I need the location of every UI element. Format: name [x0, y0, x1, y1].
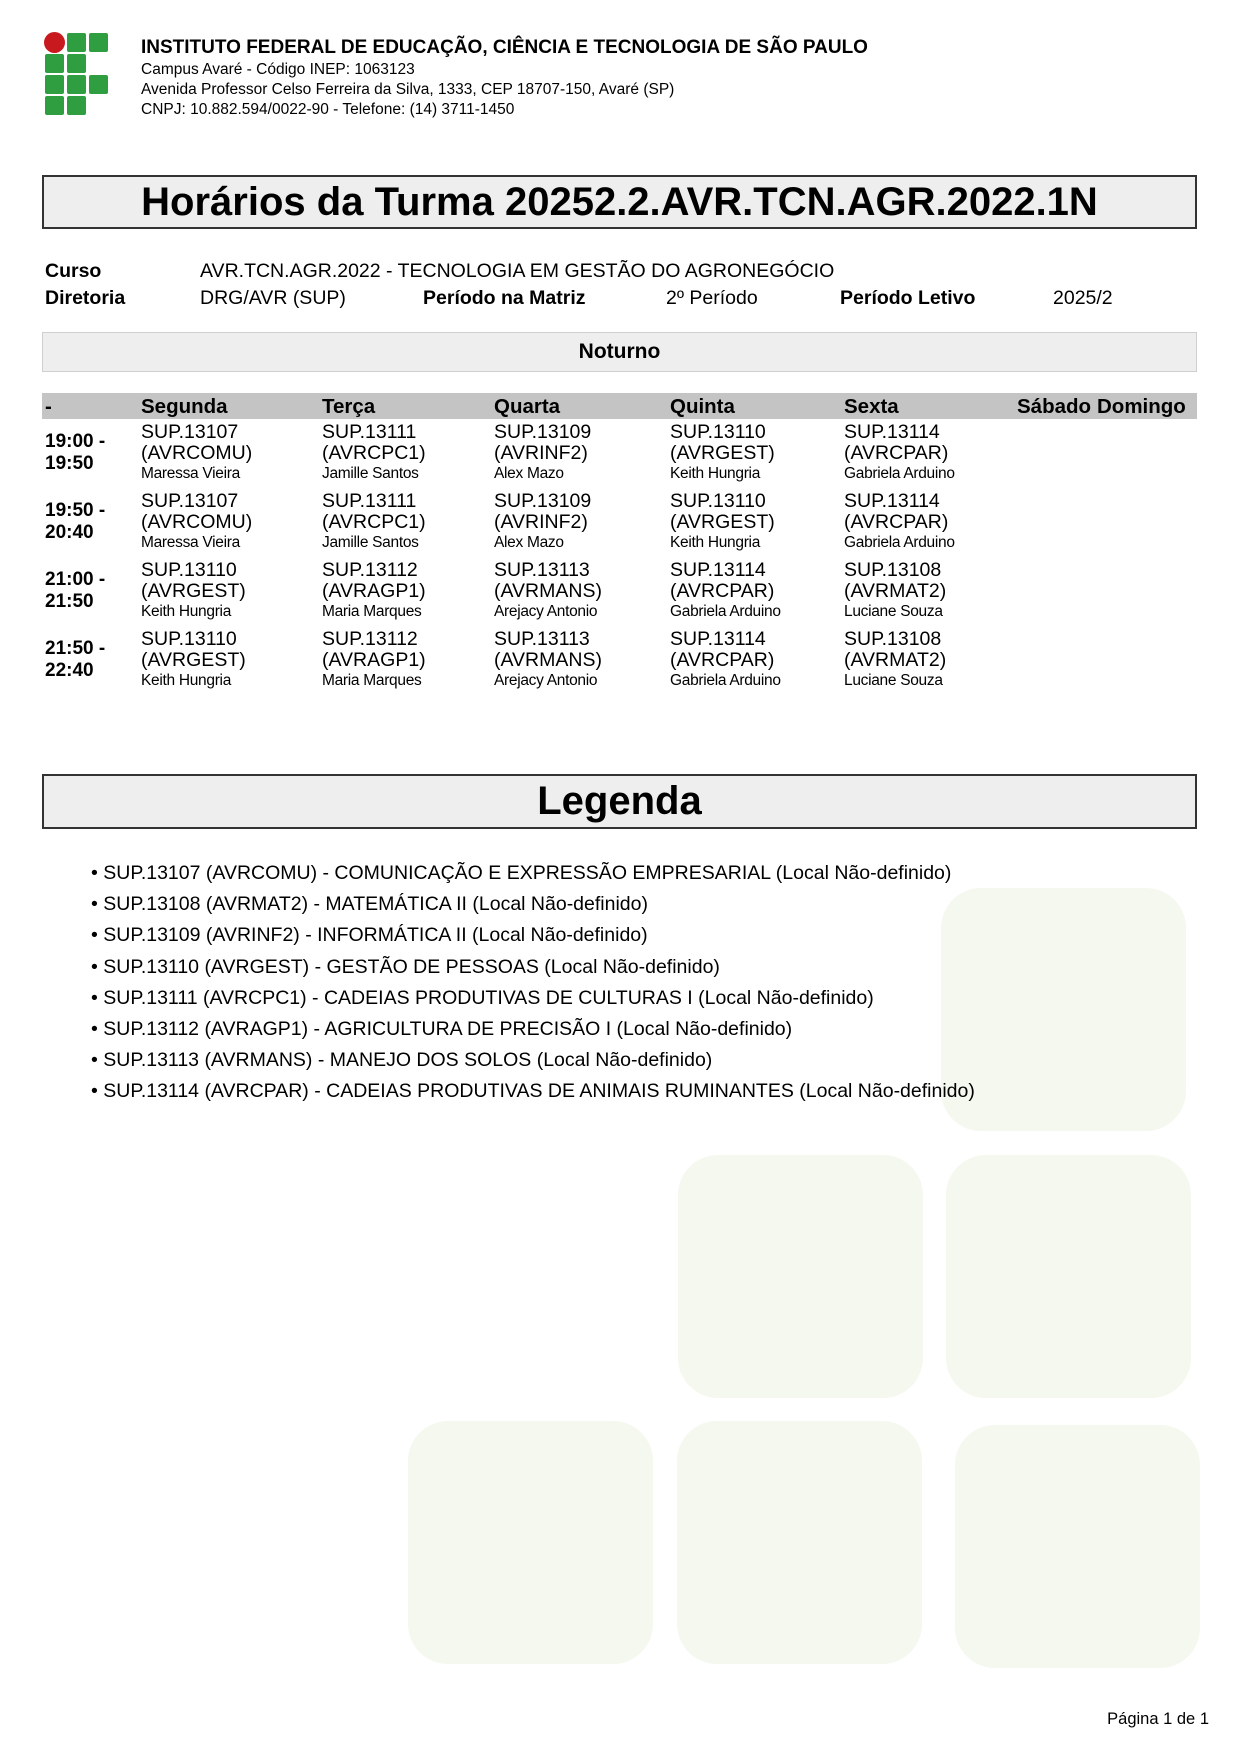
- schedule-cell: [670, 491, 775, 552]
- schedule-cell: [322, 629, 426, 690]
- legend-item: • SUP.13108 (AVRMAT2) - MATEMÁTICA II (Local Não-definido): [91, 893, 648, 916]
- subject-abbr: (AVRMANS): [494, 649, 602, 671]
- periodo-matriz-value: 2º Período: [666, 287, 758, 309]
- subject-abbr: (AVRMAT2): [844, 580, 947, 602]
- header-quinta: Quinta: [670, 395, 735, 418]
- subject-code: SUP.13111: [322, 421, 417, 443]
- time-end: 20:40: [45, 522, 94, 543]
- time-slot: [45, 431, 105, 475]
- subject-abbr: (AVRGEST): [670, 511, 775, 533]
- subject-abbr: (AVRCPC1): [322, 442, 426, 464]
- header-sexta: Sexta: [844, 395, 899, 418]
- professor-name: Gabriela Arduino: [670, 603, 781, 620]
- header-time: -: [45, 395, 52, 418]
- schedule-cell: [141, 629, 246, 690]
- logo-square: [67, 54, 86, 73]
- subject-code: SUP.13109: [494, 421, 592, 443]
- subject-abbr: (AVRINF2): [494, 442, 588, 464]
- logo-square: [67, 96, 86, 115]
- legend-item: • SUP.13109 (AVRINF2) - INFORMÁTICA II (Local Não-definido): [91, 924, 648, 947]
- campus-line: Campus Avaré - Código INEP: 1063123: [141, 61, 415, 78]
- professor-name: Keith Hungria: [670, 534, 761, 551]
- professor-name: Gabriela Arduino: [844, 465, 955, 482]
- header-terca: Terça: [322, 395, 376, 418]
- schedule-cell: [322, 560, 426, 621]
- schedule-cell: [844, 629, 946, 690]
- professor-name: Gabriela Arduino: [844, 534, 955, 551]
- subject-code: SUP.13114: [844, 490, 940, 512]
- schedule-cell: [141, 491, 252, 552]
- logo-square: [67, 33, 86, 52]
- subject-abbr: (AVRCOMU): [141, 442, 253, 464]
- contact-line: CNPJ: 10.882.594/0022-90 - Telefone: (14) 3711-1450: [141, 101, 515, 118]
- schedule-cell: [494, 629, 602, 690]
- professor-name: Keith Hungria: [670, 465, 761, 482]
- logo-square: [89, 75, 108, 94]
- schedule-cell: [670, 560, 781, 621]
- legend-title: Legenda: [42, 774, 1197, 829]
- subject-abbr: (AVRCPAR): [844, 442, 949, 464]
- diretoria-label: Diretoria: [45, 287, 126, 309]
- subject-code: SUP.13111: [322, 490, 417, 512]
- professor-name: Jamille Santos: [322, 534, 419, 551]
- subject-abbr: (AVRMAT2): [844, 649, 947, 671]
- subject-code: SUP.13110: [141, 628, 237, 650]
- subject-abbr: (AVRGEST): [141, 580, 246, 602]
- logo-square: [45, 96, 64, 115]
- legend-item: • SUP.13107 (AVRCOMU) - COMUNICAÇÃO E EXPRESSÃO EMPRESARIAL (Local Não-definido): [91, 862, 952, 884]
- header-domingo: Domingo: [1097, 395, 1186, 418]
- time-slot: [45, 500, 105, 544]
- legend-list: [91, 858, 975, 1108]
- legend-item: • SUP.13114 (AVRCPAR) - CADEIAS PRODUTIVAS DE ANIMAIS RUMINANTES (Local Não-definido): [91, 1080, 975, 1103]
- institution-header: [141, 36, 868, 120]
- diretoria-value: DRG/AVR (SUP): [200, 287, 346, 309]
- subject-code: SUP.13110: [141, 559, 237, 581]
- logo-square: [45, 75, 64, 94]
- subject-code: SUP.13114: [670, 628, 766, 650]
- curso-value: AVR.TCN.AGR.2022 - TECNOLOGIA EM GESTÃO DO AGRONEGÓCIO: [200, 260, 835, 282]
- watermark-square: [677, 1421, 922, 1664]
- logo-dot: [44, 32, 65, 53]
- subject-code: SUP.13108: [844, 559, 942, 581]
- legend-item: • SUP.13113 (AVRMANS) - MANEJO DOS SOLOS (Local Não-definido): [91, 1049, 713, 1072]
- time-slot: [45, 638, 105, 682]
- subject-code: SUP.13107: [141, 490, 239, 512]
- legend-item: • SUP.13110 (AVRGEST) - GESTÃO DE PESSOAS (Local Não-definido): [91, 955, 720, 978]
- subject-abbr: (AVRCPAR): [670, 649, 775, 671]
- schedule-cell: [322, 491, 426, 552]
- subject-abbr: (AVRGEST): [141, 649, 246, 671]
- professor-name: Luciane Souza: [844, 603, 943, 620]
- institution-logo: [44, 32, 110, 116]
- schedule-cell: [322, 422, 426, 483]
- time-end: 22:40: [45, 660, 94, 681]
- subject-abbr: (AVRAGP1): [322, 649, 426, 671]
- schedule-cell: [844, 422, 955, 483]
- shift-header: Noturno: [42, 332, 1197, 372]
- subject-abbr: (AVRCOMU): [141, 511, 253, 533]
- header-quarta: Quarta: [494, 395, 561, 418]
- periodo-letivo-value: 2025/2: [1053, 287, 1113, 309]
- professor-name: Maressa Vieira: [141, 534, 240, 551]
- professor-name: Maria Marques: [322, 603, 422, 620]
- schedule-cell: [494, 560, 602, 621]
- professor-name: Maria Marques: [322, 672, 422, 689]
- watermark-square: [941, 888, 1186, 1131]
- professor-name: Jamille Santos: [322, 465, 419, 482]
- watermark-square: [955, 1425, 1200, 1668]
- curso-label: Curso: [45, 260, 102, 282]
- subject-code: SUP.13110: [670, 490, 766, 512]
- subject-code: SUP.13108: [844, 628, 942, 650]
- professor-name: Gabriela Arduino: [670, 672, 781, 689]
- institution-name: INSTITUTO FEDERAL DE EDUCAÇÃO, CIÊNCIA E TECNOLOGIA DE SÃO PAULO: [141, 37, 868, 58]
- logo-square: [67, 75, 86, 94]
- professor-name: Arejacy Antonio: [494, 603, 598, 620]
- subject-code: SUP.13114: [844, 421, 940, 443]
- watermark-square: [408, 1421, 653, 1664]
- schedule-cell: [844, 560, 946, 621]
- time-start: 21:50 -: [45, 638, 106, 659]
- periodo-letivo-label: Período Letivo: [840, 287, 976, 309]
- time-end: 19:50: [45, 453, 94, 474]
- subject-abbr: (AVRAGP1): [322, 580, 426, 602]
- professor-name: Maressa Vieira: [141, 465, 240, 482]
- time-start: 19:00 -: [45, 431, 106, 452]
- schedule-cell: [494, 422, 591, 483]
- professor-name: Keith Hungria: [141, 672, 232, 689]
- subject-abbr: (AVRMANS): [494, 580, 602, 602]
- legend-item: • SUP.13111 (AVRCPC1) - CADEIAS PRODUTIVAS DE CULTURAS I (Local Não-definido): [91, 986, 874, 1009]
- schedule-cell: [494, 491, 591, 552]
- schedule-cell: [844, 491, 955, 552]
- header-sabado: Sábado: [1017, 395, 1092, 418]
- watermark-square: [678, 1155, 923, 1398]
- schedule-cell: [670, 422, 775, 483]
- schedule-cell: [141, 560, 246, 621]
- professor-name: Alex Mazo: [494, 465, 564, 482]
- logo-square: [89, 33, 108, 52]
- schedule-cell: [670, 629, 781, 690]
- address-line: Avenida Professor Celso Ferreira da Silva, 1333, CEP 18707-150, Avaré (SP): [141, 81, 675, 98]
- subject-code: SUP.13112: [322, 559, 418, 581]
- time-start: 19:50 -: [45, 500, 106, 521]
- subject-code: SUP.13109: [494, 490, 592, 512]
- page-title: Horários da Turma 20252.2.AVR.TCN.AGR.2022.1N: [42, 175, 1197, 229]
- legend-item: • SUP.13112 (AVRAGP1) - AGRICULTURA DE PRECISÃO I (Local Não-definido): [91, 1018, 793, 1041]
- time-start: 21:00 -: [45, 569, 106, 590]
- schedule-cell: [141, 422, 252, 483]
- watermark-square: [946, 1155, 1191, 1398]
- subject-code: SUP.13113: [494, 559, 590, 581]
- subject-abbr: (AVRINF2): [494, 511, 588, 533]
- professor-name: Keith Hungria: [141, 603, 232, 620]
- subject-abbr: (AVRGEST): [670, 442, 775, 464]
- professor-name: Luciane Souza: [844, 672, 943, 689]
- professor-name: Alex Mazo: [494, 534, 564, 551]
- subject-code: SUP.13110: [670, 421, 766, 443]
- page-number: Página 1 de 1: [1107, 1710, 1209, 1728]
- subject-code: SUP.13114: [670, 559, 766, 581]
- subject-code: SUP.13107: [141, 421, 239, 443]
- subject-abbr: (AVRCPC1): [322, 511, 426, 533]
- periodo-matriz-label: Período na Matriz: [423, 287, 586, 309]
- logo-square: [45, 54, 64, 73]
- header-segunda: Segunda: [141, 395, 228, 418]
- time-end: 21:50: [45, 591, 94, 612]
- subject-abbr: (AVRCPAR): [844, 511, 949, 533]
- subject-code: SUP.13113: [494, 628, 590, 650]
- professor-name: Arejacy Antonio: [494, 672, 598, 689]
- schedule-header-row: [42, 393, 1197, 419]
- time-slot: [45, 569, 105, 613]
- subject-abbr: (AVRCPAR): [670, 580, 775, 602]
- subject-code: SUP.13112: [322, 628, 418, 650]
